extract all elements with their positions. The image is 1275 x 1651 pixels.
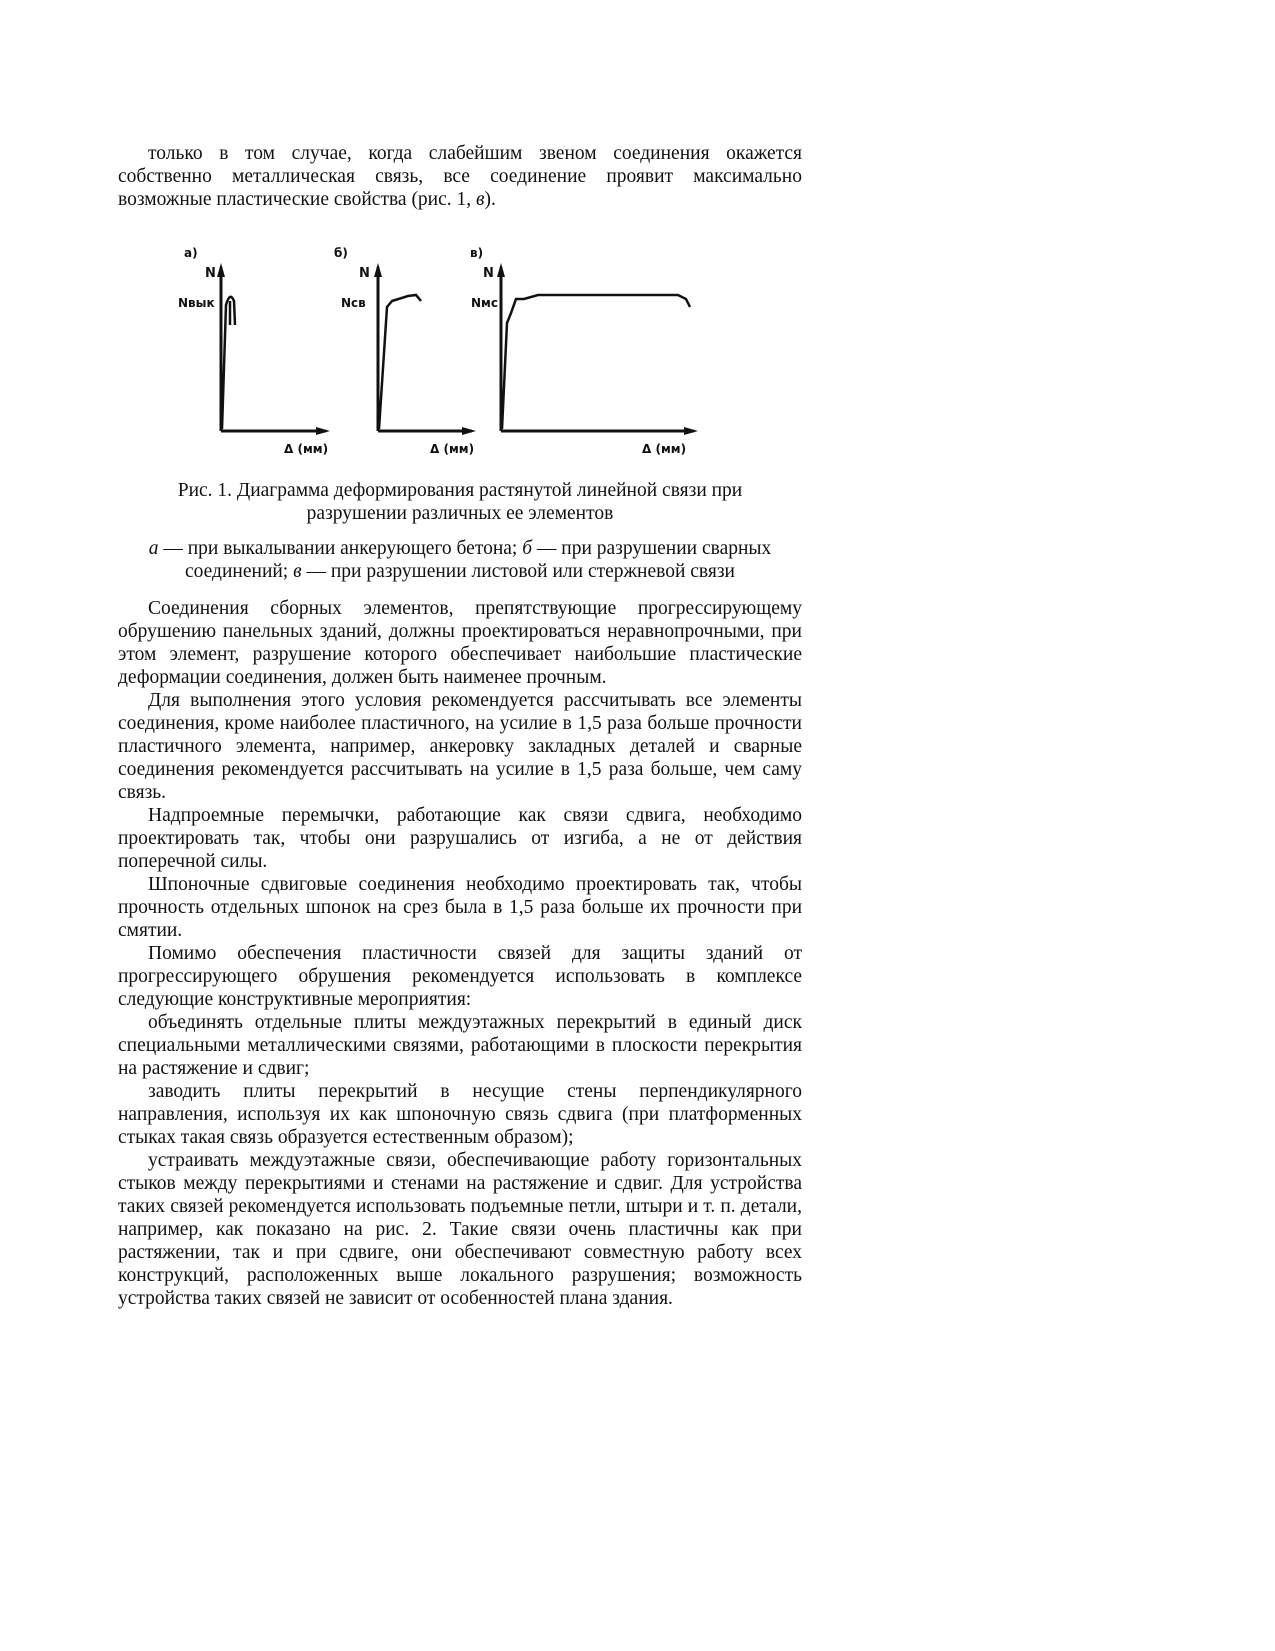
panel-a-level-label: Nвык <box>178 296 215 310</box>
panel-a-curve <box>222 297 235 429</box>
list-paragraph: заводить плиты перекрытий в несущие стены перпендикулярного направления, используя их как шпоночную связь сдвига (при платформенных стыках такая связь образуется естественным образом); <box>118 1081 802 1148</box>
list-paragraph: объединять отдельные плиты междуэтажных перекрытий в единый диск специальными металлическими связями, работающими в плоскости перекрытия на растяжение и сдвиг; <box>118 1012 802 1079</box>
paragraph: Для выполнения этого условия рекомендуется рассчитывать все элементы соединения, кроме наиболее пластичного, на усилие в 1,5 раза больше прочности пластичного элемента, например, анкеровку закладных деталей и сварные соединения рекомендуется рассчитывать на усилие в 1,5 раза больше, чем саму связь. <box>118 690 802 803</box>
panel-a <box>178 246 330 456</box>
intro-paragraph <box>118 142 802 211</box>
legend-line-2 <box>118 560 802 583</box>
panel-a-y-arrow <box>217 263 225 277</box>
intro-text-end: ). <box>484 189 496 210</box>
panel-a-x-label: Δ (мм) <box>284 442 329 456</box>
panel-c-x-arrow <box>684 427 698 435</box>
paragraph: Соединения сборных элементов, препятствующие прогрессирующему обрушению панельных зданий, должны проектироваться неравнопрочными, при этом элемент, разрушение которого обеспечивает наибольшие пластические деформации соединения, должен быть наименее прочным. <box>118 598 802 688</box>
caption-line-1: Рис. 1. Диаграмма деформирования растянутой линейной связи при <box>177 480 743 501</box>
legend-line2-start: соединений; <box>185 561 294 582</box>
legend-b-text: — при разрушении сварных <box>532 538 772 559</box>
legend-a-letter: а <box>148 538 159 559</box>
paragraph: Шпоночные сдвиговые соединения необходимо проектировать так, чтобы прочность отдельных шпонок на срез была в 1,5 раза больше их прочности при смятии. <box>118 874 802 941</box>
panel-b-curve <box>379 295 421 429</box>
legend-v-letter: в <box>293 561 302 582</box>
panel-c-curve <box>502 295 690 429</box>
intro-text: только в том случае, когда слабейшим звеном соединения окажется собственно металлическая связь, все соединение проявит максимально возможные пластические свойства (рис. 1, <box>118 143 802 210</box>
panel-c <box>470 246 698 456</box>
figure-legend <box>118 537 802 583</box>
figure-caption <box>118 479 802 525</box>
panel-a-x-arrow <box>316 427 330 435</box>
panel-b-x-label: Δ (мм) <box>430 442 475 456</box>
figure-1 <box>118 241 802 469</box>
panel-c-y-label: N <box>483 266 494 281</box>
intro-figure-ref: в <box>476 189 485 210</box>
panel-b-level-label: Nсв <box>341 296 366 310</box>
panel-c-y-arrow <box>497 263 505 277</box>
document-page <box>118 142 802 1310</box>
legend-v-text: — при разрушении листовой или стержневой связи <box>301 561 735 582</box>
panel-b-y-arrow <box>374 263 382 277</box>
deformation-diagrams <box>118 241 802 469</box>
panel-b-x-arrow <box>462 427 476 435</box>
panel-b-y-label: N <box>359 266 370 281</box>
paragraph: Надпроемные перемычки, работающие как связи сдвига, необходимо проектировать так, чтобы они разрушались от изгиба, а не от действия поперечной силы. <box>118 805 802 872</box>
panel-b-letter: б) <box>334 246 348 260</box>
panel-a-y-label: N <box>205 266 216 281</box>
caption-line-2: разрушении различных ее элементов <box>306 503 614 524</box>
legend-a-text: — при выкалывании анкерующего бетона; <box>158 538 523 559</box>
paragraph: Помимо обеспечения пластичности связей для защиты зданий от прогрессирующего обрушения рекомендуется использовать в комплексе следующие конструктивные мероприятия: <box>118 943 802 1010</box>
legend-line-1 <box>118 537 802 560</box>
panel-b <box>334 246 476 456</box>
panel-c-level-label: Nмс <box>471 296 498 310</box>
panel-c-letter: в) <box>470 246 484 260</box>
panel-a-letter: а) <box>184 246 198 260</box>
legend-b-letter: б <box>522 538 533 559</box>
list-paragraph: устраивать междуэтажные связи, обеспечивающие работу горизонтальных стыков между перекрытиями и стенами на растяжение и сдвиг. Для устройства таких связей рекомендуется использовать подъемные петли, штыри и т. п. детали, например, как показано на рис. 2. Такие связи очень пластичны как при растяжении, так и при сдвиге, они обеспечивают совместную работу всех конструкций, расположенных выше локального разрушения; возможность устройства таких связей не зависит от особенностей плана здания. <box>118 1150 802 1309</box>
body-text <box>118 597 802 1310</box>
panel-c-x-label: Δ (мм) <box>642 442 687 456</box>
